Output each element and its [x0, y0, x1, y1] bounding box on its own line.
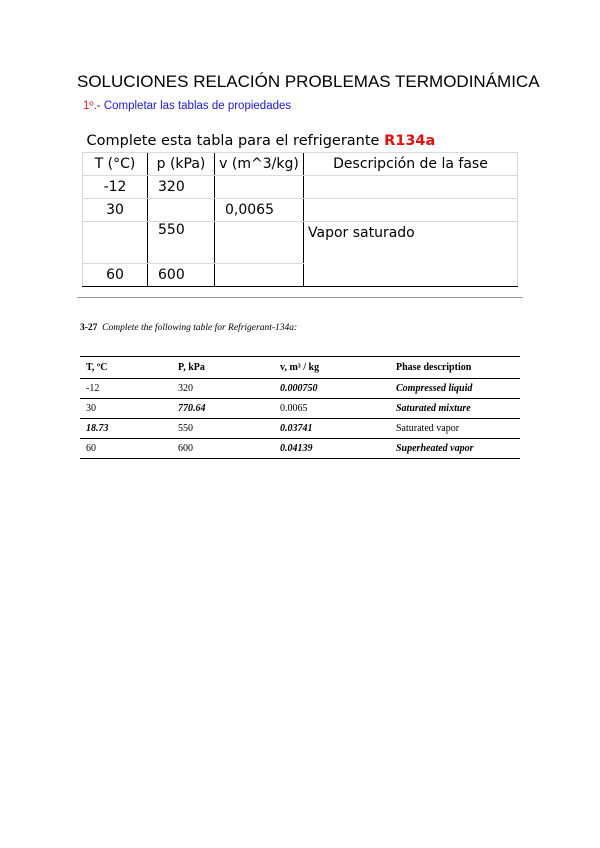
- table-row: [83, 264, 518, 287]
- table-cell: [215, 264, 304, 287]
- header-cell: Phase description: [390, 357, 520, 379]
- table-cell: [304, 199, 518, 222]
- table-cell: Saturated mixture: [390, 399, 520, 419]
- table-cell: 30: [80, 399, 172, 419]
- table-cell: 600: [172, 439, 274, 459]
- solution-heading: [80, 323, 297, 333]
- problem-table-caption: Complete esta tabla para el refrigerante R134a: [83, 130, 518, 153]
- header-cell: v, m³ / kg: [274, 357, 390, 379]
- table-row: [83, 176, 518, 199]
- subtitle-number: 1º: [83, 100, 94, 112]
- subtitle-text: .- Completar las tablas de propiedades: [93, 100, 292, 112]
- table-cell: [215, 176, 304, 199]
- table-cell: 600: [148, 264, 215, 287]
- problem-table-header: [83, 153, 518, 176]
- problem-table: [82, 130, 518, 287]
- solution-table-header: [80, 357, 520, 379]
- table-cell: -12: [80, 379, 172, 399]
- header-cell: T, ºC: [80, 357, 172, 379]
- header-cell: v (m^3/kg): [215, 153, 304, 176]
- problem-statement: Complete the following table for Refrigerant-134a:: [102, 323, 298, 333]
- table-cell: 60: [80, 439, 172, 459]
- table-cell: 0.04139: [274, 439, 390, 459]
- table-cell: 770.64: [172, 399, 274, 419]
- table-row: [80, 399, 520, 419]
- table-cell: [215, 222, 304, 264]
- table-cell: 30: [83, 199, 148, 222]
- table-cell: 320: [172, 379, 274, 399]
- table-cell: [304, 176, 518, 199]
- section-subtitle: [83, 100, 291, 112]
- table-row: [83, 222, 518, 264]
- table-cell: 0,0065: [215, 199, 304, 222]
- table-cell: 550: [148, 222, 215, 264]
- table-cell: [83, 222, 148, 264]
- table-cell: 60: [83, 264, 148, 287]
- table-cell: 0.000750: [274, 379, 390, 399]
- header-cell: Descripción de la fase: [304, 153, 518, 176]
- solution-table: [80, 356, 520, 459]
- table-cell: 0.03741: [274, 419, 390, 439]
- table-row: [80, 419, 520, 439]
- header-cell: T (°C): [83, 153, 148, 176]
- table-cell: Superheated vapor: [390, 439, 520, 459]
- table-cell: 18.73: [80, 419, 172, 439]
- table-cell: 320: [148, 176, 215, 199]
- table-cell: Saturated vapor: [390, 419, 520, 439]
- header-cell: p (kPa): [148, 153, 215, 176]
- table-row: [80, 379, 520, 399]
- table-cell: [304, 264, 518, 287]
- problem-number: 3-27: [80, 323, 98, 333]
- header-cell: P, kPa: [172, 357, 274, 379]
- table-cell: 0.0065: [274, 399, 390, 419]
- section-divider: [77, 297, 523, 298]
- table-cell: 550: [172, 419, 274, 439]
- table-cell: [148, 199, 215, 222]
- table-cell: Vapor saturado: [304, 222, 518, 264]
- page-title: SOLUCIONES RELACIÓN PROBLEMAS TERMODINÁMICA: [77, 72, 540, 91]
- table-cell: Compressed liquid: [390, 379, 520, 399]
- table-row: [83, 199, 518, 222]
- table-row: [80, 439, 520, 459]
- table-cell: -12: [83, 176, 148, 199]
- refrigerant-name: R134a: [384, 133, 436, 149]
